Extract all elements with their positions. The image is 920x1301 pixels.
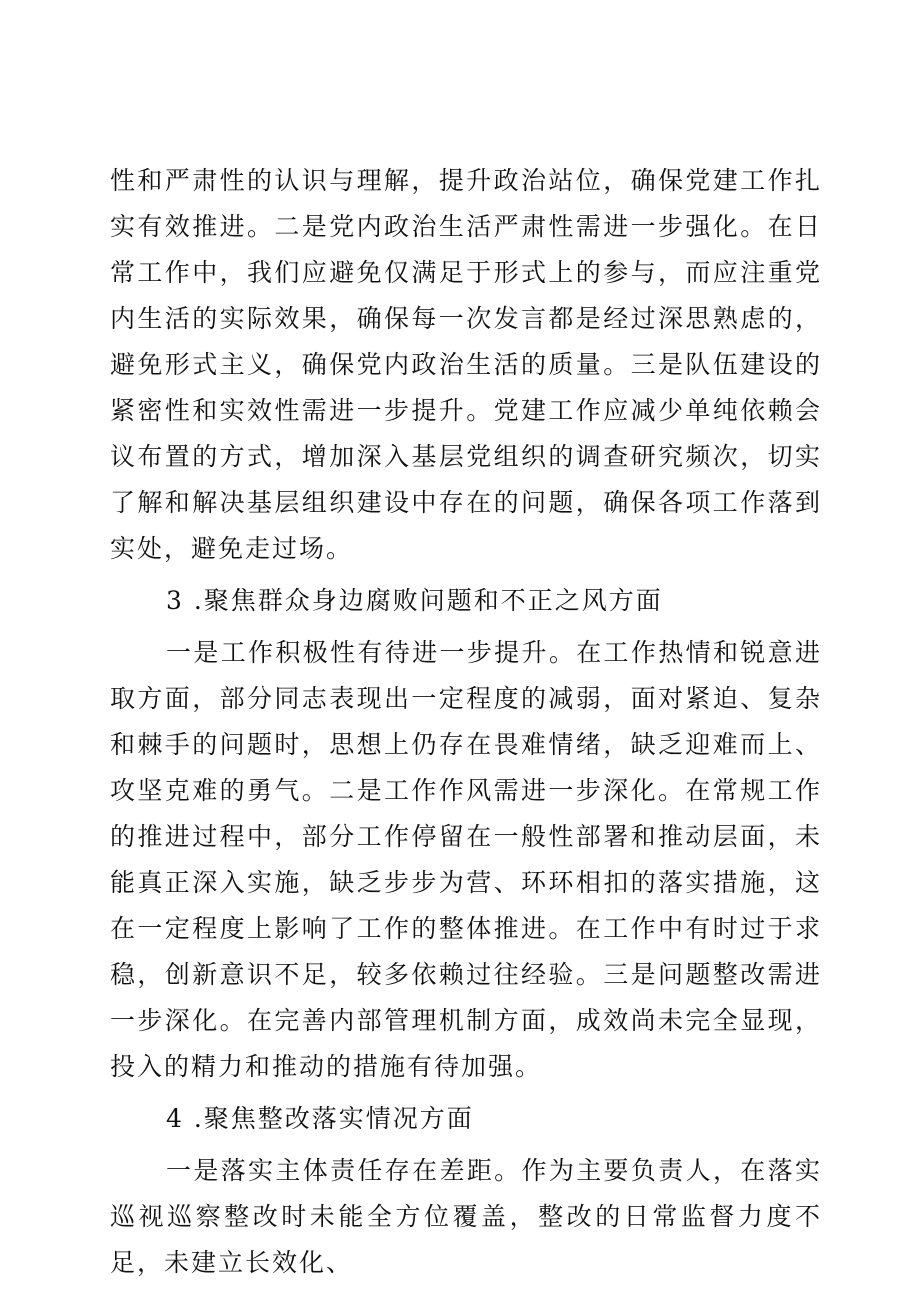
body-paragraph-continued: 性和严肃性的认识与理解，提升政治站位，确保党建工作扎实有效推进。二是党内政治生活严肃性需进一步强化。在日常工作中，我们应避免仅满足于形式上的参与，而应注重党内生活的实际效果，确保每一次发言都是经过深思熟虑的，避免形式主义，确保党内政治生活的质量。三是队伍建设的紧密性和实效性需进一步提升。党建工作应减少单纯依赖会议布置的方式，增加深入基层党组织的调查研究频次，切实了解和解决基层组织建设中存在的问题，确保各项工作落到实处，避免走过场。	[110, 166, 822, 563]
body-paragraph-section-3: 一是工作积极性有待进一步提升。在工作热情和锐意进取方面，部分同志表现出一定程度的减弱，面对紧迫、复杂和棘手的问题时，思想上仍存在畏难情绪，缺乏迎难而上、攻坚克难的勇气。二是工作作风需进一步深化。在常规工作的推进过程中，部分工作停留在一般性部署和推动层面，未能真正深入实施，缺乏步步为营、环环相扣的落实措施，这在一定程度上影响了工作的整体推进。在工作中有时过于求稳，创新意识不足，较多依赖过往经验。三是问题整改需进一步深化。在完善内部管理机制方面，成效尚未完全显现，投入的精力和推动的措施有待加强。	[110, 638, 822, 1081]
document-body	[110, 158, 822, 1286]
body-paragraph-section-4: 一是落实主体责任存在差距。作为主要负责人，在落实巡视巡察整改时未能全方位覆盖，整改的日常监督力度不足，未建立长效化、	[110, 1156, 822, 1277]
section-heading-4: 4 .聚焦整改落实情况方面	[166, 1104, 474, 1133]
section-heading-3: 3 .聚焦群众身边腐败问题和不正之风方面	[166, 586, 663, 615]
